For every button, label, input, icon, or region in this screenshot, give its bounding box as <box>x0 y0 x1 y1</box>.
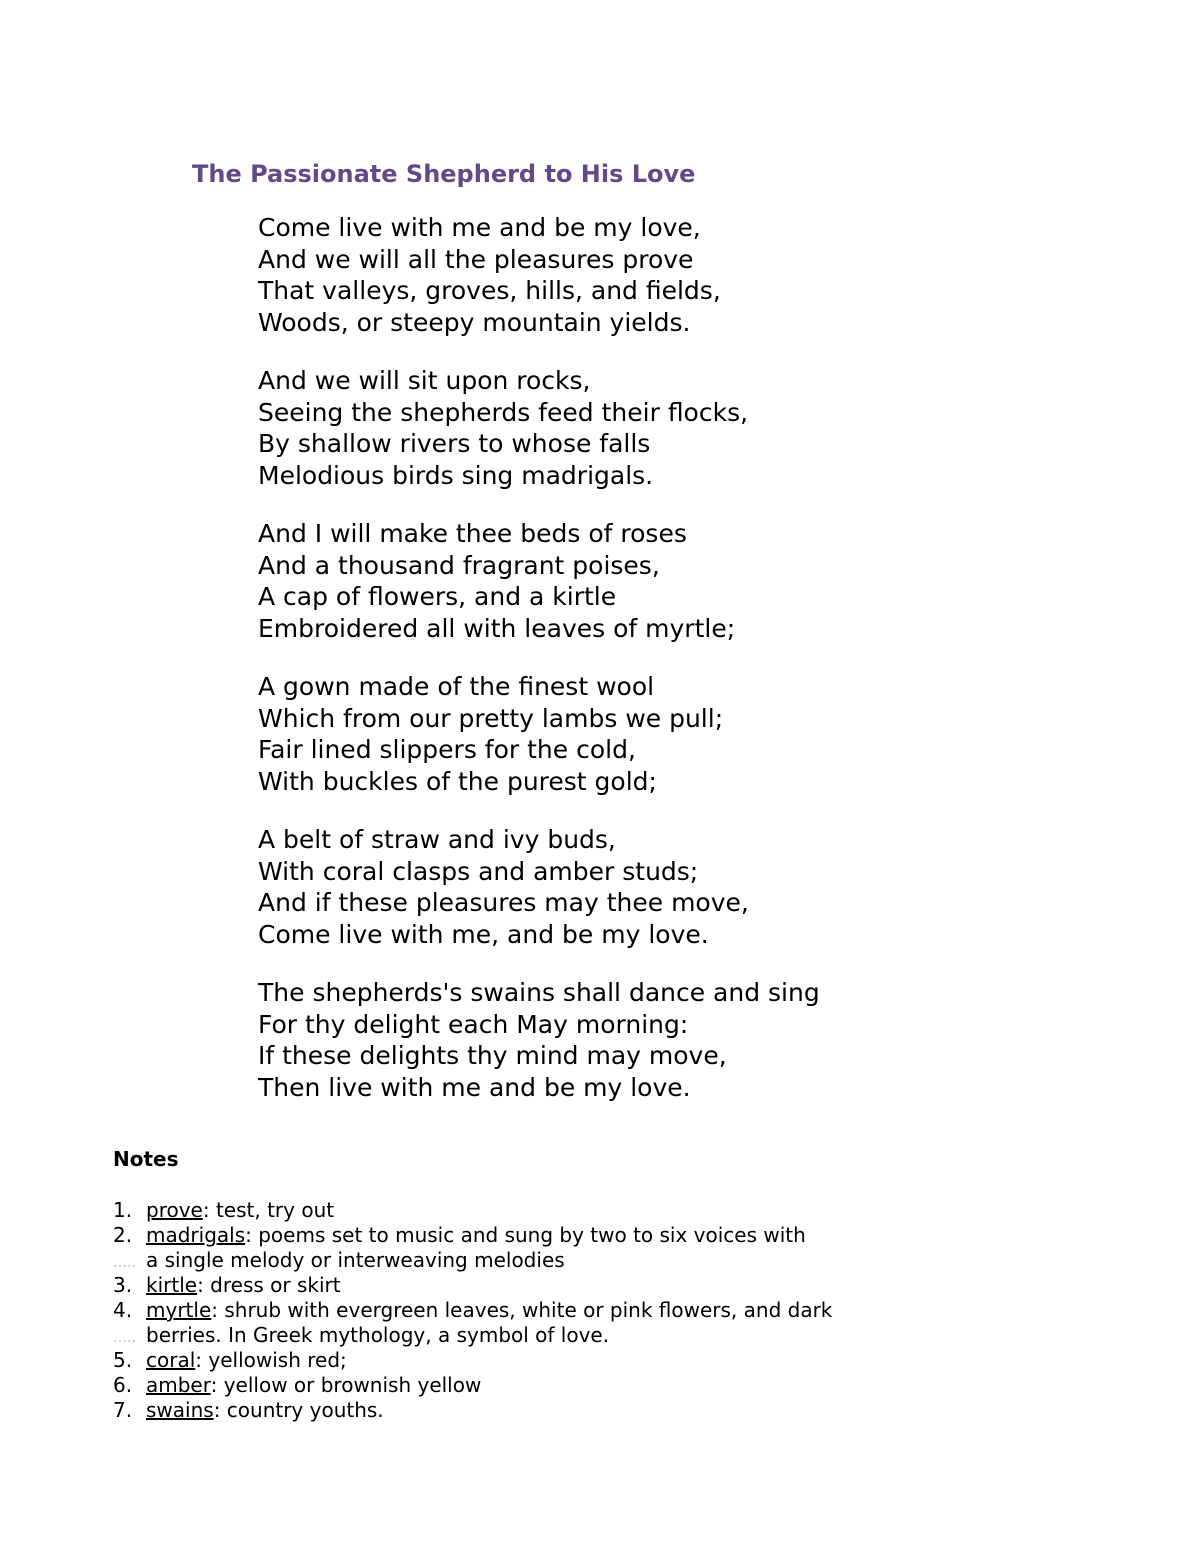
poem-line: And we will all the pleasures prove <box>258 244 694 274</box>
stanza <box>258 824 820 950</box>
poem-line: And I will make thee beds of roses <box>258 519 687 548</box>
note-line <box>113 1398 832 1423</box>
note-term: prove <box>146 1198 203 1222</box>
stanza <box>258 977 820 1103</box>
note-item <box>113 1373 832 1398</box>
poem-line: With buckles of the purest gold; <box>258 766 657 796</box>
note-number: 5. <box>113 1348 133 1372</box>
poem-line: Then live with me and be my love. <box>258 1072 691 1102</box>
note-number: 2. <box>113 1223 133 1247</box>
poem-line: Fair lined slippers for the cold, <box>258 735 636 764</box>
stanza <box>258 518 820 644</box>
poem-line: Woods, or steepy mountain yields. <box>258 307 691 337</box>
poem-line: If these delights thy mind may move, <box>258 1041 727 1070</box>
note-line <box>113 1223 832 1248</box>
note-continuation: berries. In Greek mythology, a symbol of love. <box>146 1323 610 1347</box>
note-definition: : shrub with evergreen leaves, white or pink flowers, and dark <box>211 1298 833 1322</box>
note-number: 7. <box>113 1398 133 1422</box>
poem-line: And we will sit upon rocks, <box>258 366 591 395</box>
notes-list <box>113 1198 832 1423</box>
indent-marker: ….. <box>113 1255 136 1271</box>
note-item <box>113 1298 832 1348</box>
note-term: swains <box>146 1398 214 1422</box>
note-definition: : yellowish red; <box>195 1348 347 1372</box>
note-line <box>113 1273 832 1298</box>
poem-line: The shepherds's swains shall dance and sing <box>258 978 820 1007</box>
stanza <box>258 365 820 491</box>
poem-body <box>258 212 820 1130</box>
note-definition: : dress or skirt <box>197 1273 341 1297</box>
note-definition: : yellow or brownish yellow <box>210 1373 482 1397</box>
note-line <box>113 1348 832 1373</box>
note-line <box>113 1373 832 1398</box>
poem-title: The Passionate Shepherd to His Love <box>192 160 696 188</box>
poem-line: Melodious birds sing madrigals. <box>258 460 654 490</box>
note-number: 4. <box>113 1298 133 1322</box>
poem-line: A cap of flowers, and a kirtle <box>258 582 617 611</box>
poem-line: Come live with me and be my love, <box>258 213 701 242</box>
note-item <box>113 1223 832 1273</box>
note-item <box>113 1198 832 1223</box>
note-term: myrtle <box>146 1298 212 1322</box>
poem-line: A belt of straw and ivy buds, <box>258 825 616 854</box>
note-number: 6. <box>113 1373 133 1397</box>
note-continuation: a single melody or interweaving melodies <box>146 1248 565 1272</box>
note-line <box>113 1298 832 1323</box>
note-item <box>113 1348 832 1373</box>
note-definition: : poems set to music and sung by two to six voices with <box>245 1223 806 1247</box>
note-item <box>113 1273 832 1298</box>
note-term: madrigals <box>146 1223 246 1247</box>
note-definition: : test, try out <box>202 1198 335 1222</box>
poem-line: Come live with me, and be my love. <box>258 919 709 949</box>
note-term: coral <box>146 1348 196 1372</box>
note-term: amber <box>146 1373 211 1397</box>
poem-line: And if these pleasures may thee move, <box>258 888 749 917</box>
poem-line: With coral clasps and amber studs; <box>258 856 699 886</box>
poem-line: Seeing the shepherds feed their flocks, <box>258 397 749 427</box>
stanza <box>258 671 820 797</box>
poem-line: And a thousand fragrant poises, <box>258 550 660 580</box>
indent-marker: ….. <box>113 1330 136 1346</box>
poem-line: A gown made of the finest wool <box>258 672 655 701</box>
stanza <box>258 212 820 338</box>
poem-line: That valleys, groves, hills, and fields, <box>258 276 721 305</box>
note-line <box>113 1198 832 1223</box>
poem-line: Which from our pretty lambs we pull; <box>258 703 724 733</box>
notes-heading: Notes <box>113 1147 179 1171</box>
note-continuation-line <box>113 1248 832 1273</box>
poem-line: For thy delight each May morning: <box>258 1009 689 1039</box>
note-term: kirtle <box>146 1273 198 1297</box>
note-definition: : country youths. <box>213 1398 384 1422</box>
note-number: 3. <box>113 1273 133 1297</box>
note-continuation-line <box>113 1323 832 1348</box>
note-item <box>113 1398 832 1423</box>
poem-line: By shallow rivers to whose falls <box>258 429 651 458</box>
note-number: 1. <box>113 1198 133 1222</box>
poem-line: Embroidered all with leaves of myrtle; <box>258 613 736 643</box>
